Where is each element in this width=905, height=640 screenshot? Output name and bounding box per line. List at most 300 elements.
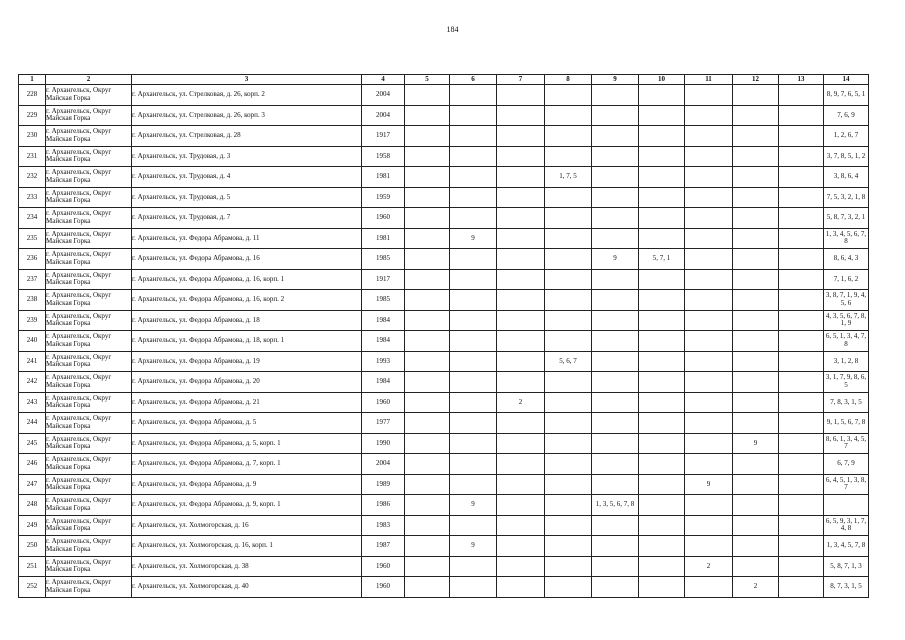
column-12-cell [733,372,779,393]
table-row [19,372,869,393]
registry-table [18,74,869,598]
year-cell: 1959 [362,187,405,208]
column-11-cell [685,331,733,352]
column-12-cell [733,187,779,208]
district-cell: г. Архангельск, Округ Майская Горка [46,105,132,126]
year-cell: 1993 [362,351,405,372]
column-13-cell [779,454,824,475]
column-8-cell [545,228,592,249]
column-header: 3 [132,75,362,85]
column-6-cell [450,474,497,495]
column-11-cell [685,249,733,270]
column-7-cell [497,433,545,454]
column-14-cell: 3, 8, 7, 1, 9, 4, 5, 6 [824,290,869,311]
column-13-cell [779,577,824,598]
table-row [19,269,869,290]
row-number-cell: 248 [19,495,46,516]
column-8-cell [545,536,592,557]
column-14-cell: 6, 5, 9, 3, 1, 7, 4, 8 [824,515,869,536]
row-number-cell: 241 [19,351,46,372]
column-8-cell [545,290,592,311]
column-13-cell [779,474,824,495]
address-cell: г. Архангельск, ул. Трудовая, д. 3 [132,146,362,167]
column-9-cell [592,433,639,454]
column-5-cell [405,126,450,147]
column-9-cell [592,269,639,290]
page-number: 184 [446,25,459,34]
column-10-cell [639,556,685,577]
year-cell: 1984 [362,331,405,352]
column-14-cell [824,495,869,516]
column-8-cell [545,372,592,393]
column-6-cell [450,556,497,577]
column-10-cell [639,372,685,393]
address-cell: г. Архангельск, ул. Трудовая, д. 7 [132,208,362,229]
district-cell: г. Архангельск, Округ Майская Горка [46,146,132,167]
column-5-cell [405,372,450,393]
column-9-cell [592,126,639,147]
year-cell: 1987 [362,536,405,557]
column-12-cell [733,249,779,270]
column-11-cell [685,269,733,290]
table-row [19,167,869,188]
column-7-cell [497,269,545,290]
column-10-cell [639,105,685,126]
column-11-cell [685,310,733,331]
column-5-cell [405,146,450,167]
column-14-cell: 1, 2, 6, 7 [824,126,869,147]
address-cell: г. Архангельск, ул. Трудовая, д. 5 [132,187,362,208]
address-cell: г. Архангельск, ул. Федора Абрамова, д. 5 [132,413,362,434]
column-10-cell [639,310,685,331]
table-row [19,515,869,536]
column-14-cell: 7, 8, 3, 1, 5 [824,392,869,413]
column-7-cell [497,208,545,229]
address-cell: г. Архангельск, ул. Федора Абрамова, д. 20 [132,372,362,393]
column-5-cell [405,474,450,495]
district-cell: г. Архангельск, Округ Майская Горка [46,331,132,352]
table-row [19,413,869,434]
column-6-cell [450,167,497,188]
column-header: 5 [405,75,450,85]
row-number-cell: 249 [19,515,46,536]
column-12-cell [733,413,779,434]
column-12-cell [733,454,779,475]
column-11-cell [685,392,733,413]
address-cell: г. Архангельск, ул. Холмогорская, д. 38 [132,556,362,577]
column-12-cell [733,105,779,126]
column-14-cell: 8, 6, 1, 3, 4, 5, 7 [824,433,869,454]
column-13-cell [779,392,824,413]
column-6-cell [450,351,497,372]
address-cell: г. Архангельск, ул. Холмогорская, д. 40 [132,577,362,598]
column-11-cell [685,433,733,454]
column-6-cell [450,413,497,434]
column-10-cell [639,331,685,352]
column-8-cell [545,249,592,270]
table-row [19,556,869,577]
year-cell: 1983 [362,515,405,536]
column-5-cell [405,167,450,188]
column-11-cell: 9 [685,474,733,495]
column-10-cell [639,515,685,536]
district-cell: г. Архангельск, Округ Майская Горка [46,413,132,434]
year-cell: 1985 [362,290,405,311]
row-number-cell: 246 [19,454,46,475]
column-6-cell [450,269,497,290]
column-14-cell: 7, 6, 9 [824,105,869,126]
column-7-cell [497,167,545,188]
column-14-cell: 6, 4, 5, 1, 3, 8, 7 [824,474,869,495]
table-row [19,105,869,126]
column-8-cell [545,495,592,516]
row-number-cell: 240 [19,331,46,352]
address-cell: г. Архангельск, ул. Федора Абрамова, д. 16 [132,249,362,270]
column-11-cell [685,495,733,516]
column-9-cell: 9 [592,249,639,270]
column-14-cell: 3, 7, 8, 5, 1, 2 [824,146,869,167]
column-6-cell [450,85,497,106]
column-10-cell [639,351,685,372]
year-cell: 1984 [362,372,405,393]
column-11-cell [685,454,733,475]
column-7-cell [497,454,545,475]
row-number-cell: 244 [19,413,46,434]
column-14-cell: 6, 7, 9 [824,454,869,475]
column-header: 11 [685,75,733,85]
address-cell: г. Архангельск, ул. Холмогорская, д. 16, корп. 1 [132,536,362,557]
table-row [19,208,869,229]
column-11-cell [685,208,733,229]
column-7-cell [497,351,545,372]
column-11-cell [685,577,733,598]
column-7-cell [497,556,545,577]
district-cell: г. Архангельск, Округ Майская Горка [46,556,132,577]
column-5-cell [405,454,450,475]
column-6-cell: 9 [450,228,497,249]
row-number-cell: 251 [19,556,46,577]
year-cell: 1960 [362,556,405,577]
year-cell: 1958 [362,146,405,167]
column-10-cell [639,577,685,598]
row-number-cell: 232 [19,167,46,188]
column-5-cell [405,392,450,413]
column-11-cell [685,105,733,126]
district-cell: г. Архангельск, Округ Майская Горка [46,433,132,454]
district-cell: г. Архангельск, Округ Майская Горка [46,454,132,475]
column-6-cell [450,392,497,413]
table-row [19,187,869,208]
column-14-cell: 7, 1, 6, 2 [824,269,869,290]
column-8-cell [545,556,592,577]
column-10-cell [639,433,685,454]
row-number-cell: 237 [19,269,46,290]
row-number-cell: 233 [19,187,46,208]
district-cell: г. Архангельск, Округ Майская Горка [46,392,132,413]
district-cell: г. Архангельск, Округ Майская Горка [46,249,132,270]
column-5-cell [405,433,450,454]
district-cell: г. Архангельск, Округ Майская Горка [46,577,132,598]
column-12-cell [733,228,779,249]
year-cell: 1985 [362,249,405,270]
year-cell: 1977 [362,413,405,434]
column-5-cell [405,515,450,536]
row-number-cell: 236 [19,249,46,270]
column-8-cell [545,474,592,495]
column-13-cell [779,433,824,454]
column-13-cell [779,413,824,434]
column-header: 12 [733,75,779,85]
column-10-cell [639,413,685,434]
column-5-cell [405,310,450,331]
column-11-cell [685,536,733,557]
column-10-cell [639,495,685,516]
column-header: 7 [497,75,545,85]
column-14-cell: 3, 1, 7, 9, 8, 6, 5 [824,372,869,393]
column-12-cell [733,290,779,311]
column-7-cell [497,126,545,147]
column-12-cell [733,392,779,413]
district-cell: г. Архангельск, Округ Майская Горка [46,126,132,147]
year-cell: 1960 [362,392,405,413]
table-row [19,228,869,249]
row-number-cell: 252 [19,577,46,598]
column-13-cell [779,290,824,311]
column-8-cell [545,187,592,208]
column-9-cell [592,167,639,188]
row-number-cell: 231 [19,146,46,167]
table-row [19,536,869,557]
column-13-cell [779,536,824,557]
column-9-cell [592,105,639,126]
column-12-cell [733,515,779,536]
column-11-cell [685,167,733,188]
column-11-cell [685,413,733,434]
column-7-cell [497,474,545,495]
column-11-cell [685,187,733,208]
year-cell: 1917 [362,269,405,290]
column-5-cell [405,208,450,229]
column-5-cell [405,187,450,208]
column-10-cell [639,228,685,249]
table-row [19,392,869,413]
column-12-cell [733,85,779,106]
table-row [19,351,869,372]
table-row [19,474,869,495]
column-6-cell [450,331,497,352]
column-6-cell [450,187,497,208]
column-12-cell: 2 [733,577,779,598]
column-8-cell [545,413,592,434]
column-9-cell [592,208,639,229]
column-9-cell [592,146,639,167]
column-11-cell [685,515,733,536]
row-number-cell: 238 [19,290,46,311]
column-7-cell [497,536,545,557]
column-9-cell [592,331,639,352]
column-9-cell [592,556,639,577]
column-header: 4 [362,75,405,85]
year-cell: 2004 [362,105,405,126]
column-8-cell [545,269,592,290]
district-cell: г. Архангельск, Округ Майская Горка [46,85,132,106]
column-header: 6 [450,75,497,85]
column-11-cell: 2 [685,556,733,577]
address-cell: г. Архангельск, ул. Федора Абрамова, д. 9, корп. 1 [132,495,362,516]
column-11-cell [685,372,733,393]
column-8-cell [545,146,592,167]
column-6-cell [450,126,497,147]
column-6-cell [450,146,497,167]
column-5-cell [405,290,450,311]
year-cell: 2004 [362,454,405,475]
address-cell: г. Архангельск, ул. Федора Абрамова, д. 9 [132,474,362,495]
column-13-cell [779,105,824,126]
district-cell: г. Архангельск, Округ Майская Горка [46,515,132,536]
column-12-cell [733,126,779,147]
address-cell: г. Архангельск, ул. Стрелковая, д. 26, корп. 2 [132,85,362,106]
column-9-cell [592,372,639,393]
column-7-cell [497,105,545,126]
district-cell: г. Архангельск, Округ Майская Горка [46,536,132,557]
column-10-cell [639,146,685,167]
column-7-cell [497,228,545,249]
column-13-cell [779,351,824,372]
column-11-cell [685,126,733,147]
district-cell: г. Архангельск, Округ Майская Горка [46,495,132,516]
address-cell: г. Архангельск, ул. Федора Абрамова, д. 18 [132,310,362,331]
district-cell: г. Архангельск, Округ Майская Горка [46,310,132,331]
column-10-cell [639,474,685,495]
column-5-cell [405,228,450,249]
column-8-cell [545,310,592,331]
column-7-cell [497,495,545,516]
column-8-cell [545,577,592,598]
column-14-cell: 1, 3, 4, 5, 6, 7, 8 [824,228,869,249]
row-number-cell: 230 [19,126,46,147]
column-12-cell [733,310,779,331]
district-cell: г. Архангельск, Округ Майская Горка [46,187,132,208]
column-12-cell [733,351,779,372]
column-header: 10 [639,75,685,85]
column-13-cell [779,85,824,106]
address-cell: г. Архангельск, ул. Федора Абрамова, д. 16, корп. 2 [132,290,362,311]
year-cell: 1984 [362,310,405,331]
column-7-cell [497,85,545,106]
column-7-cell [497,290,545,311]
column-14-cell: 8, 7, 3, 1, 5 [824,577,869,598]
column-7-cell [497,146,545,167]
row-number-cell: 234 [19,208,46,229]
column-8-cell [545,331,592,352]
column-8-cell [545,454,592,475]
address-cell: г. Архангельск, ул. Федора Абрамова, д. 5, корп. 1 [132,433,362,454]
column-8-cell: 5, 6, 7 [545,351,592,372]
column-12-cell [733,208,779,229]
year-cell: 1981 [362,167,405,188]
district-cell: г. Архангельск, Округ Майская Горка [46,351,132,372]
table-row [19,290,869,311]
district-cell: г. Архангельск, Округ Майская Горка [46,167,132,188]
row-number-cell: 245 [19,433,46,454]
column-7-cell [497,515,545,536]
column-8-cell [545,85,592,106]
column-6-cell: 9 [450,536,497,557]
column-6-cell [450,577,497,598]
column-5-cell [405,249,450,270]
column-13-cell [779,269,824,290]
column-11-cell [685,351,733,372]
column-9-cell [592,187,639,208]
address-cell: г. Архангельск, ул. Федора Абрамова, д. 7, корп. 1 [132,454,362,475]
column-5-cell [405,556,450,577]
column-12-cell [733,536,779,557]
column-8-cell [545,433,592,454]
column-7-cell [497,310,545,331]
year-cell: 2004 [362,85,405,106]
row-number-cell: 247 [19,474,46,495]
address-cell: г. Архангельск, ул. Федора Абрамова, д. 21 [132,392,362,413]
column-9-cell [592,228,639,249]
column-6-cell [450,515,497,536]
column-7-cell [497,249,545,270]
row-number-cell: 243 [19,392,46,413]
year-cell: 1917 [362,126,405,147]
column-5-cell [405,413,450,434]
column-9-cell [592,515,639,536]
year-cell: 1986 [362,495,405,516]
column-11-cell [685,85,733,106]
column-6-cell [450,372,497,393]
column-14-cell: 8, 9, 7, 6, 5, 1 [824,85,869,106]
column-6-cell [450,310,497,331]
column-7-cell: 2 [497,392,545,413]
column-header: 13 [779,75,824,85]
column-6-cell [450,249,497,270]
column-14-cell: 7, 5, 3, 2, 1, 8 [824,187,869,208]
table-row [19,310,869,331]
row-number-cell: 239 [19,310,46,331]
column-12-cell: 9 [733,433,779,454]
column-5-cell [405,577,450,598]
column-10-cell [639,536,685,557]
column-8-cell [545,105,592,126]
column-9-cell [592,85,639,106]
column-14-cell: 1, 3, 4, 5, 7, 8 [824,536,869,557]
column-14-cell: 3, 1, 2, 8 [824,351,869,372]
column-9-cell: 1, 3, 5, 6, 7, 8 [592,495,639,516]
district-cell: г. Архангельск, Округ Майская Горка [46,372,132,393]
district-cell: г. Архангельск, Округ Майская Горка [46,290,132,311]
column-10-cell [639,208,685,229]
column-9-cell [592,351,639,372]
column-6-cell [450,208,497,229]
column-14-cell: 5, 8, 7, 3, 2, 1 [824,208,869,229]
column-13-cell [779,515,824,536]
row-number-cell: 229 [19,105,46,126]
column-5-cell [405,495,450,516]
column-12-cell [733,331,779,352]
column-9-cell [592,413,639,434]
column-9-cell [592,474,639,495]
address-cell: г. Архангельск, ул. Стрелковая, д. 28 [132,126,362,147]
column-5-cell [405,85,450,106]
column-10-cell [639,167,685,188]
district-cell: г. Архангельск, Округ Майская Горка [46,269,132,290]
year-cell: 1990 [362,433,405,454]
address-cell: г. Архангельск, ул. Стрелковая, д. 26, корп. 3 [132,105,362,126]
column-9-cell [592,577,639,598]
